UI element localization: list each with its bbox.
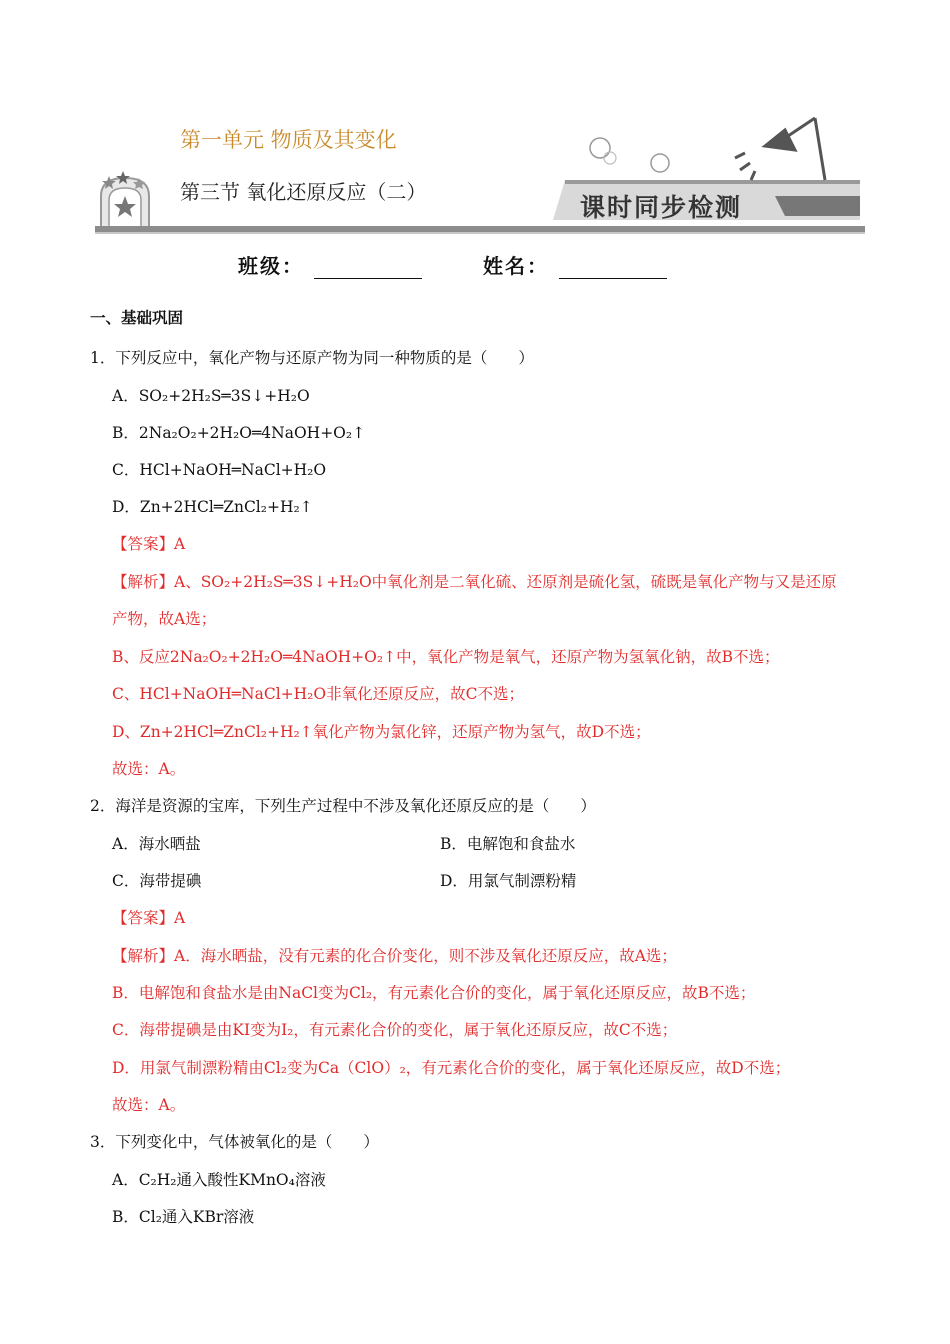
unit-title: 第一单元 物质及其变化	[180, 128, 397, 152]
q1-analysis-line: C、HCl+NaOH═NaCl+H₂O非氧化还原反应，故C不选；	[112, 685, 524, 703]
star-badge-icon	[101, 171, 149, 230]
q1-answer: 【答案】A	[112, 535, 186, 553]
q2-analysis-line: B．电解饱和食盐水是由NaCl变为Cl₂，有元素化合价的变化，属于氧化还原反应，故B不选；	[112, 984, 756, 1002]
q1-option-d: D．Zn+2HCl═ZnCl₂+H₂↑	[112, 498, 313, 516]
class-blank[interactable]	[314, 258, 422, 279]
q2-stem: 2．海洋是资源的宝库，下列生产过程中不涉及氧化还原反应的是（ ）	[90, 797, 596, 815]
q1-analysis-line: 【解析】A、SO₂+2H₂S═3S↓+H₂O中氧化剂是二氧化硫、还原剂是硫化氢，硫既是氧化产物与又是还原	[112, 573, 837, 591]
student-info-row	[238, 250, 667, 279]
q2-answer: 【答案】A	[112, 909, 186, 927]
q2-analysis-line: D．用氯气制漂粉精由Cl₂变为Ca（ClO）₂，有元素化合价的变化，属于氧化还原反应，故D不选；	[112, 1059, 791, 1077]
q1-analysis-line: B、反应2Na₂O₂+2H₂O═4NaOH+O₂↑中，氧化产物是氧气，还原产物为氢氧化钠，故B不选；	[112, 648, 780, 666]
q2-analysis-line: C．海带提碘是由KI变为I₂，有元素化合价的变化，属于氧化还原反应，故C不选；	[112, 1021, 678, 1039]
section-heading: 一、基础巩固	[90, 308, 184, 327]
q1-option-a: A．SO₂+2H₂S═3S↓+H₂O	[112, 387, 310, 405]
q2-option-b: B．电解饱和食盐水	[440, 835, 576, 853]
banner-text: 课时同步检测	[580, 193, 743, 222]
q3-option-b: B．Cl₂通入KBr溶液	[112, 1208, 255, 1226]
page-header	[95, 108, 865, 238]
q2-analysis-line: 故选：A。	[112, 1096, 186, 1114]
q1-analysis-line: D、Zn+2HCl═ZnCl₂+H₂↑氧化产物为氯化锌，还原产物为氢气，故D不选；	[112, 723, 651, 741]
name-blank[interactable]	[559, 258, 667, 279]
q1-analysis-line: 产物，故A选；	[112, 610, 217, 628]
q2-analysis-line: 【解析】A．海水晒盐，没有元素的化合价变化，则不涉及氧化还原反应，故A选；	[112, 947, 677, 965]
q2-option-c: C．海带提碘	[112, 872, 202, 890]
desk-lamp-icon	[735, 118, 825, 180]
q2-option-d: D．用氯气制漂粉精	[440, 872, 577, 890]
section-title: 第三节 氧化还原反应（二）	[180, 180, 427, 204]
q1-analysis-line: 故选：A。	[112, 760, 186, 778]
q1-option-b: B．2Na₂O₂+2H₂O═4NaOH+O₂↑	[112, 424, 366, 442]
q3-option-a: A．C₂H₂通入酸性KMnO₄溶液	[112, 1171, 326, 1189]
class-label: 班级：	[238, 254, 304, 278]
q2-option-a: A．海水晒盐	[112, 835, 201, 853]
q1-stem: 1．下列反应中，氧化产物与还原产物为同一种物质的是（ ）	[90, 349, 534, 367]
name-label: 姓名：	[482, 254, 549, 278]
q3-stem: 3．下列变化中，气体被氧化的是（ ）	[90, 1133, 379, 1151]
q1-option-c: C．HCl+NaOH═NaCl+H₂O	[112, 461, 327, 479]
